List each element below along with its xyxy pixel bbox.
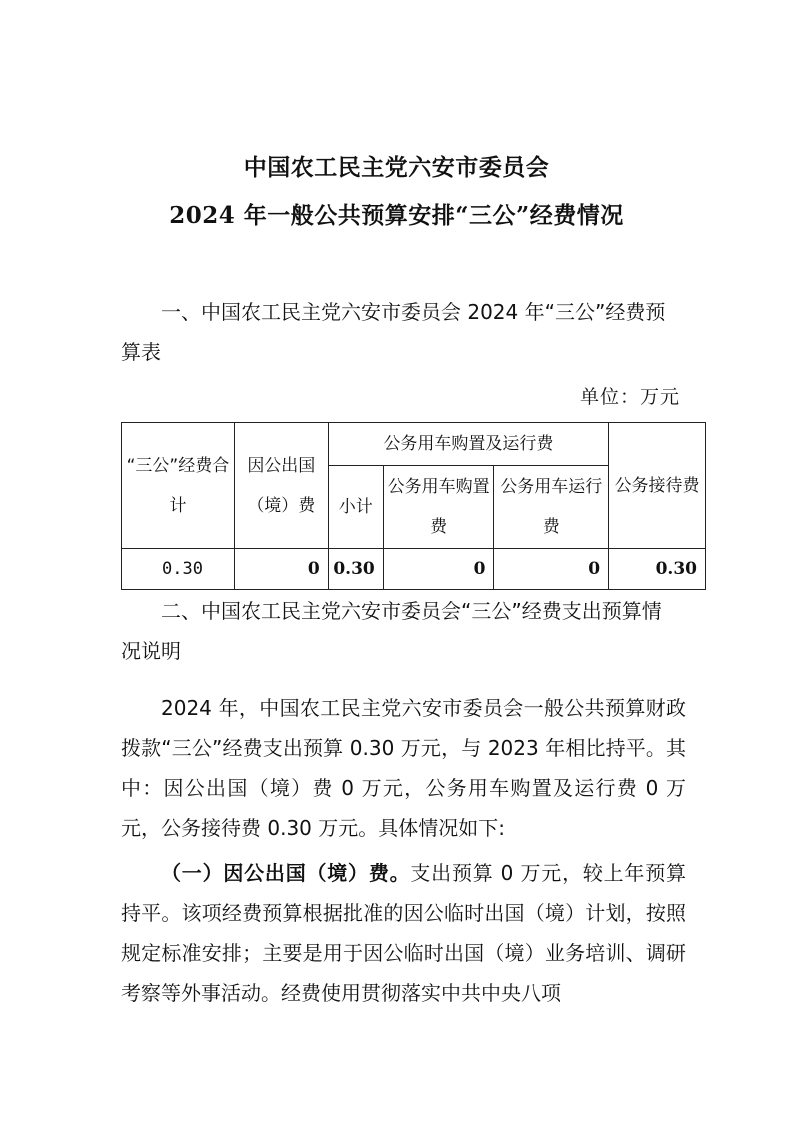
cell-vehicle-purchase: 0 (383, 549, 494, 590)
section2-paragraph2 (121, 853, 686, 1013)
header-vehicle-group: 公务用车购置及运行费 (328, 423, 608, 466)
cell-vehicle-operation: 0 (494, 549, 609, 590)
header-subtotal: 小计 (328, 466, 383, 549)
section2-paragraph1: 2024 年，中国农工民主党六安市委员会一般公共预算财政拨款“三公”经费支出预算 0.30 万元，与 2023 年相比持平。其中：因公出国（境）费 0 万元，公务用车购置及运行费 0 万元，公务接待费 0.30 万元。具体情况如下: (121, 696, 686, 840)
paragraph2-body: 支出预算 0 万元，较上年预算持平。该项经费预算根据批准的因公临时出国（境）计划，按照规定标准安排；主要是用于因公临时出国（境）业务培训、调研考察等外事活动。经费使用贯彻落实中共中央八项 (121, 861, 686, 1005)
section2-heading: 二、中国农工民主党六安市委员会“三公”经费支出预算情况说明 (121, 599, 662, 663)
cell-total: 0.30 (122, 549, 235, 590)
cell-subtotal: 0.30 (328, 549, 383, 590)
header-vehicle-purchase: 公务用车购置费 (383, 466, 494, 549)
document-title-line2: 2024 年一般公共预算安排“三公”经费情况 (169, 202, 624, 229)
header-vehicle-operation: 公务用车运行费 (494, 466, 609, 549)
budget-table (121, 422, 706, 590)
table-row (122, 549, 706, 590)
header-abroad: 因公出国（境）费 (234, 423, 328, 549)
paragraph2-lead: （一）因公出国（境）费。 (161, 861, 411, 885)
document-title-line1: 中国农工民主党六安市委员会 (243, 154, 550, 181)
cell-reception: 0.30 (609, 549, 706, 590)
section1-heading: 一、中国农工民主党六安市委员会 2024 年“三公”经费预算表 (121, 300, 666, 364)
unit-label: 单位：万元 (579, 386, 680, 408)
cell-abroad: 0 (234, 549, 328, 590)
header-reception: 公务接待费 (609, 423, 706, 549)
header-total: “三公”经费合计 (122, 423, 235, 549)
